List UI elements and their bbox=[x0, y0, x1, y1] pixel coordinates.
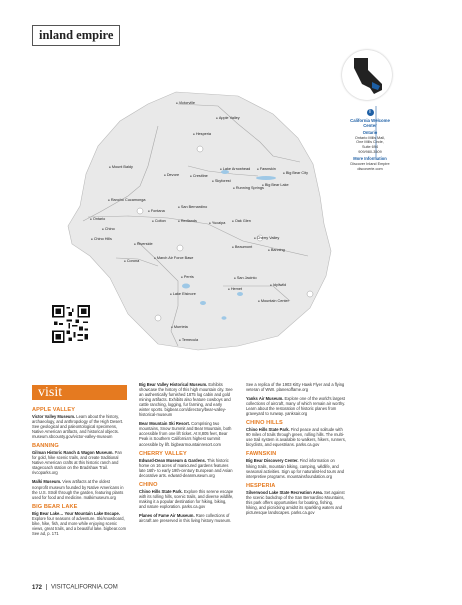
welcome-center-address-line: One Mills Circle, bbox=[356, 140, 384, 145]
welcome-center-address-line: Ontario Mills Mall, bbox=[354, 135, 386, 140]
page-footer bbox=[32, 584, 118, 591]
map-city-label: ● Fontana bbox=[148, 209, 165, 213]
map-city-label: ● Chino bbox=[102, 227, 115, 231]
footer-divider bbox=[46, 584, 47, 590]
map-city-label: ● Crestline bbox=[190, 174, 208, 178]
map-city-label: ● Victorville bbox=[176, 101, 195, 105]
california-locator-badge bbox=[342, 50, 392, 100]
attraction-entry bbox=[246, 396, 346, 416]
attraction-entry bbox=[32, 511, 127, 536]
visit-column-2 bbox=[139, 382, 234, 527]
attraction-description: Comprising two mountains, Snow Summit and Bear Mountain, both accessible from one lift ticket. At 8,805 feet, Bear Peak is Southern California's highest summit accessible by lift. bigbearmountainresort.com bbox=[139, 421, 232, 447]
attraction-entry bbox=[246, 382, 346, 392]
attraction-name: Big Bear Lake… Your Mountain Lake Escape. bbox=[32, 510, 120, 516]
attraction-entry bbox=[246, 458, 346, 478]
attraction-name: Chino Hills State Park. bbox=[246, 427, 290, 433]
map-city-label: ● Running Springs bbox=[233, 186, 264, 190]
attraction-name: Chino Hills State Park. bbox=[139, 488, 183, 494]
info-icon: i bbox=[367, 109, 374, 116]
region-title: inland empire bbox=[32, 25, 120, 46]
section-heading: FAWNSKIN bbox=[246, 451, 277, 458]
attraction-entry bbox=[139, 382, 234, 417]
section-heading: BANNING bbox=[32, 443, 59, 450]
map-city-label: ● Skyforest bbox=[212, 179, 231, 183]
map-city-label: ● Yucaipa bbox=[209, 221, 225, 225]
map-city-label: ● Chino Hills bbox=[91, 237, 112, 241]
section-heading: HESPERIA bbox=[246, 482, 276, 489]
section-heading: CHERRY VALLEY bbox=[139, 450, 187, 457]
map-city-label: ● Apple Valley bbox=[216, 116, 240, 120]
section-heading: BIG BEAR LAKE bbox=[32, 503, 78, 510]
attraction-name: Malki Museum. bbox=[32, 479, 62, 485]
map-city-label: ● Banning bbox=[268, 248, 285, 252]
visit-heading-box bbox=[32, 385, 127, 400]
attraction-entry bbox=[139, 489, 234, 509]
map-city-label: ● San Bernardino bbox=[178, 205, 207, 209]
welcome-center-title: California Welcome Center bbox=[350, 118, 390, 128]
map-city-label: ● Hemet bbox=[228, 287, 242, 291]
map-city-label: ● Mount Baldy bbox=[109, 165, 133, 169]
map-city-label: ● Perris bbox=[181, 275, 194, 279]
map-city-label: ● Beaumont bbox=[232, 245, 252, 249]
attraction-description: Find information on hiking trails, mountain biking, camping, wildlife, and seasonal activities. Sign up for naturalist-led tours and interpretive programs. mountainsfoundation.org bbox=[246, 458, 345, 479]
map-city-label: ● Murrieta bbox=[171, 325, 188, 329]
section-heading: APPLE VALLEY bbox=[32, 407, 76, 413]
section-heading: CHINO bbox=[139, 481, 158, 488]
welcome-center-name: Ontario bbox=[362, 130, 378, 135]
map-city-label: ● Fawnskin bbox=[257, 167, 276, 171]
visit-heading: visit bbox=[38, 385, 63, 400]
attraction-name: Bear Mountain Ski Resort. bbox=[139, 421, 190, 427]
map-city-label: ● March Air Force Base bbox=[154, 256, 193, 260]
attraction-description: Pan for gold, hike scenic trails, and create traditional Native American crafts at this historic ranch and stagecoach station on the Bradshaw Trail. rivcoparks.org bbox=[32, 450, 122, 476]
page-number: 172 bbox=[32, 584, 43, 591]
attraction-description: See a replica of the 1903 Kitty Hawk Flyer and a flying veteran of WWI. planesoffame.org bbox=[246, 382, 345, 393]
map-city-label: ● Corona bbox=[124, 259, 139, 263]
attraction-entry bbox=[139, 421, 234, 446]
attraction-description: This historic home on 16 acres of manicured gardens features late 16th- to early 19th-century European and Asian decorative arts. edward-deanmuseum.org bbox=[139, 457, 233, 478]
attraction-description: Learn about the history, archaeology, and anthropology of the High Desert. See geological and paleontological specimens, Native American artifacts, and historical objects. museum.sbcounty.gov/victor-valley-museum bbox=[32, 414, 124, 440]
attraction-entry bbox=[32, 414, 127, 439]
more-info-title: More Information bbox=[353, 156, 387, 162]
attraction-name: Victor Valley Museum. bbox=[32, 414, 76, 419]
attraction-description: Set against the scenic backdrop of the San Bernardino Mountains, this park offers opportunities for boating, fishing, hiking, and picnicking amidst its sparkling waters and picturesque landscapes. parks.ca.gov bbox=[246, 489, 345, 515]
map-city-label: ● Big Bear Lake bbox=[262, 183, 289, 187]
more-info-line: Discover Inland Empire bbox=[350, 161, 390, 166]
visit-column-3 bbox=[246, 382, 346, 519]
attraction-name: Planes of Fame Air Museum. bbox=[139, 512, 195, 518]
map-city-label: ● Ontario bbox=[90, 217, 105, 221]
attraction-name: Big Bear Valley Historical Museum. bbox=[139, 382, 208, 387]
attraction-description: Explore this serene escape with its rolling hills, scenic trails, and diverse wildlife, making it a popular destination for hiking, biking, and nature exploration. parks.ca.gov bbox=[139, 488, 234, 509]
attraction-entry bbox=[32, 479, 127, 499]
attraction-description: Explore one of the world's largest collections of aircraft, many of which remain air worthy. Learn about the restoration of historic planes from graveyard to runway. yanksair.org bbox=[246, 396, 346, 417]
attraction-name: Silverwood Lake State Recreation Area. bbox=[246, 489, 323, 495]
qr-code[interactable] bbox=[52, 305, 90, 343]
visit-column-1 bbox=[32, 407, 127, 540]
attraction-entry bbox=[246, 490, 346, 515]
attraction-name: Yanks Air Museum. bbox=[246, 396, 284, 402]
attraction-name: Edward-Dean Museum & Gardens. bbox=[139, 457, 206, 463]
map-city-label: ● Redlands bbox=[178, 219, 197, 223]
attraction-description: View artifacts at the oldest nonprofit museum founded by Native Americans in the U.S. Stroll through the garden, featuring plants used for food and medicine. malkimuseum.org bbox=[32, 479, 124, 500]
map-city-label: ● Idyllwild bbox=[270, 283, 286, 287]
map-city-label: ● Colton bbox=[152, 219, 166, 223]
map-city-label: ● Temecula bbox=[179, 338, 198, 342]
attraction-name: Gilman Historic Ranch & Wagon Museum. bbox=[32, 450, 114, 456]
map-city-label: ● Rancho Cucamonga bbox=[108, 198, 145, 202]
map-city-label: ● Big Bear City bbox=[283, 171, 308, 175]
attraction-entry bbox=[32, 450, 127, 475]
attraction-description: Find peace and solitude with 90 miles of trails through green, rolling hills. The multi-use trail system is available to walkers, hikers, runners, bicyclists, and equestrians. parks.ca.gov bbox=[246, 427, 346, 448]
attraction-entry bbox=[246, 427, 346, 447]
attraction-description: Explore four seasons of adventure. Ski/snowboard, bike, hike, fish, and more while enjoying scenic views, great trails, and a beautiful lake. bigbear.com See ad, p. 171 bbox=[32, 515, 126, 536]
welcome-center-address-line: Suite 694 bbox=[361, 144, 379, 149]
map-city-label: ● Oak Glen bbox=[232, 219, 251, 223]
welcome-center-info bbox=[344, 109, 396, 171]
map-city-label: ● Lake Elsinore bbox=[170, 292, 196, 296]
qr-code-graphic bbox=[52, 305, 90, 343]
attraction-entry bbox=[139, 513, 234, 523]
map-city-label: ● Devore bbox=[164, 173, 179, 177]
california-icon bbox=[342, 50, 392, 100]
footer-site[interactable]: VISITCALIFORNIA.COM bbox=[51, 584, 118, 591]
attraction-name: Big Bear Discovery Center. bbox=[246, 458, 299, 464]
map-city-label: ● Cherry Valley bbox=[254, 236, 279, 240]
attraction-entry bbox=[139, 458, 234, 478]
more-info-link[interactable]: discoverie.com bbox=[357, 166, 383, 171]
section-heading: CHINO HILLS bbox=[246, 420, 283, 427]
map-city-label: ● Hesperia bbox=[193, 132, 211, 136]
map-city-label: ● San Jacinto bbox=[234, 276, 257, 280]
map-city-label: ● Mountain Center bbox=[258, 299, 289, 303]
map-city-label: ● Riverside bbox=[134, 242, 153, 246]
welcome-center-phone: 909/980-3509 bbox=[358, 149, 382, 154]
attraction-description: Exhibits showcase the history of this high mountain city. See an authentically furnished 1875 log cabin and gold mining artifacts. Exhibits also feature cowboys and cattle ranching, logging, fur farming, and early winter sports. bigbear.com/directory/bear-valley-historical-museum bbox=[139, 382, 233, 418]
map-city-label: ● Lake Arrowhead bbox=[220, 167, 250, 171]
attraction-description: Rare collections of aircraft are preserved in this living history museum. bbox=[139, 512, 232, 523]
